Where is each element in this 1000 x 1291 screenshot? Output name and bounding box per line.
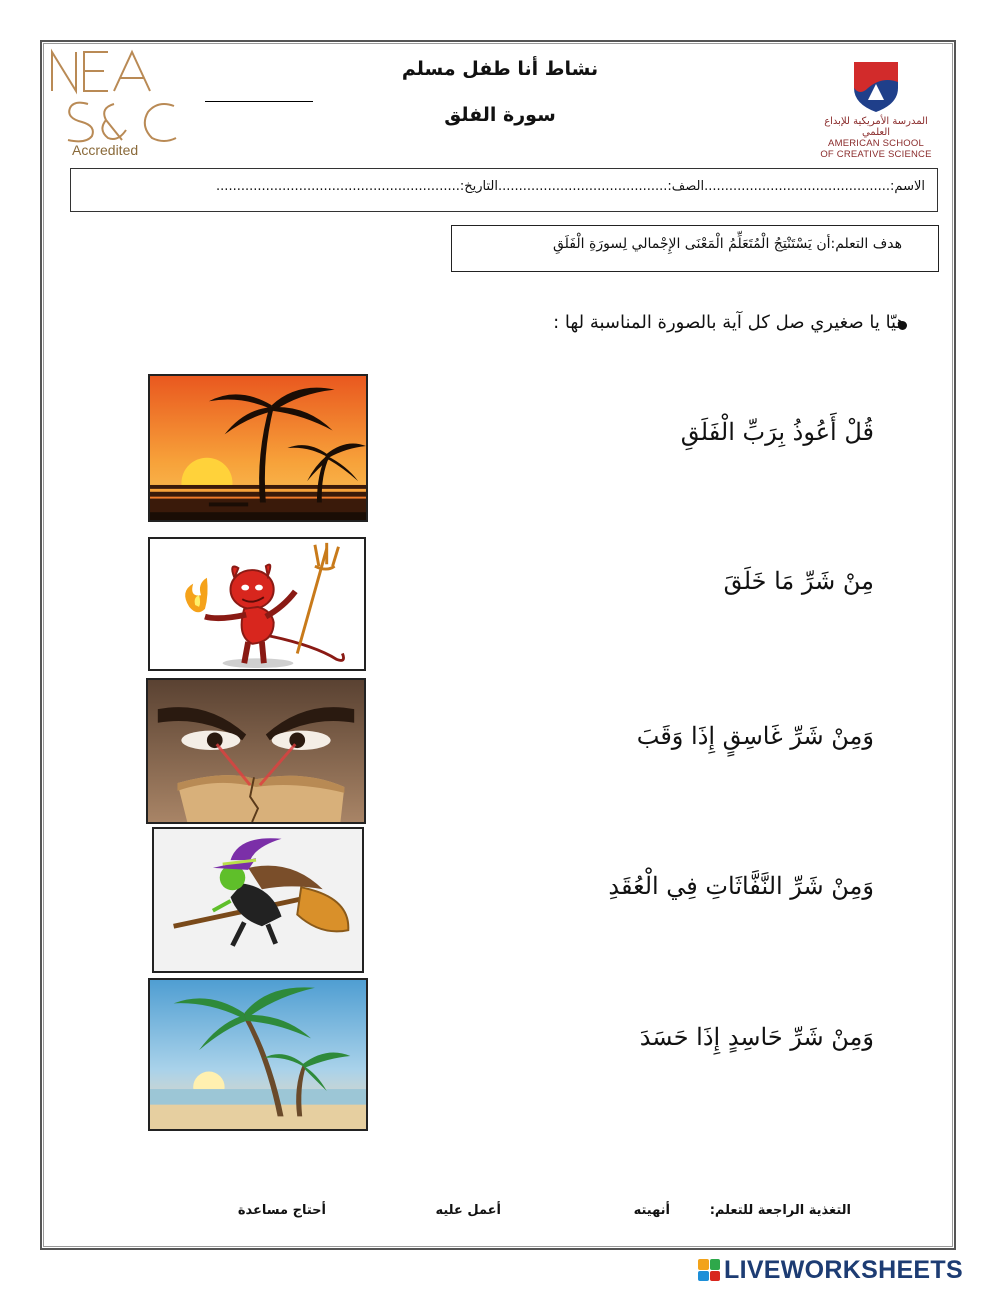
verse-1[interactable]: قُلْ أَعُوذُ بِرَبِّ الْفَلَقِ [680,418,874,446]
student-info-fields[interactable]: الاسم:.............................................الصف:.........................................التاريخ:........................................................... [216,179,925,194]
picture-beach-palms[interactable] [148,978,368,1131]
picture-evil-eyes[interactable] [146,678,366,824]
devil-icon [150,539,364,669]
feedback-option-working[interactable]: أعمل عليه [435,1203,501,1218]
liveworksheets-logo-icon [698,1259,720,1281]
surah-title: سورة الفلق [444,104,556,126]
liveworksheets-text: LIVEWORKSHEETS [724,1255,963,1284]
feedback-option-help[interactable]: أحتاج مساعدة [237,1203,326,1218]
student-info-box [70,168,938,212]
picture-sunset-palms[interactable] [148,374,368,522]
verse-5[interactable]: وَمِنْ شَرِّ حَاسِدٍ إِذَا حَسَدَ [639,1023,874,1051]
activity-title: نشاط أنا طفل مسلم [401,58,599,80]
instruction-text: هيّا يا صغيري صل كل آية بالصورة المناسبة لها : [553,312,906,333]
picture-devil[interactable] [148,537,366,671]
witch-icon [154,829,362,971]
verse-4[interactable]: وَمِنْ شَرِّ النَّفَّاثَاتِ فِي الْعُقَدِ [608,872,874,900]
learning-goal-text: هدف التعلم:أن يَسْتَنْتِجُ الْمُتَعَلِّمُ الْمَعْنَى الإِجْمالي لِسورَةِ الْفَلَقِ [553,236,902,252]
school-crest-icon [848,58,904,114]
verse-2[interactable]: مِنْ شَرِّ مَا خَلَقَ [723,567,874,595]
learning-goal-box [451,225,939,272]
school-name-arabic: المدرسة الأمريكية للإبداع العلمي [824,116,928,138]
school-logo [818,54,934,159]
sunset-palms-icon [150,376,366,520]
liveworksheets-brand[interactable] [698,1256,963,1284]
neasc-logo [48,46,183,161]
school-name-english-2: OF CREATIVE SCIENCE [820,149,932,160]
feedback-label: التغذية الراجعة للتعلم: [709,1203,851,1218]
school-name-english-1: AMERICAN SCHOOL [828,138,924,149]
verse-3[interactable]: وَمِنْ شَرِّ غَاسِقٍ إِذَا وَقَبَ [636,722,874,750]
picture-witch[interactable] [152,827,364,973]
neasc-letters-icon [48,46,183,146]
beach-palms-icon [150,980,366,1129]
neasc-accredited-label: Accredited [72,142,139,158]
signature-line [205,101,313,102]
evil-eyes-icon [148,680,364,822]
feedback-option-done[interactable]: أنهيته [633,1203,670,1218]
